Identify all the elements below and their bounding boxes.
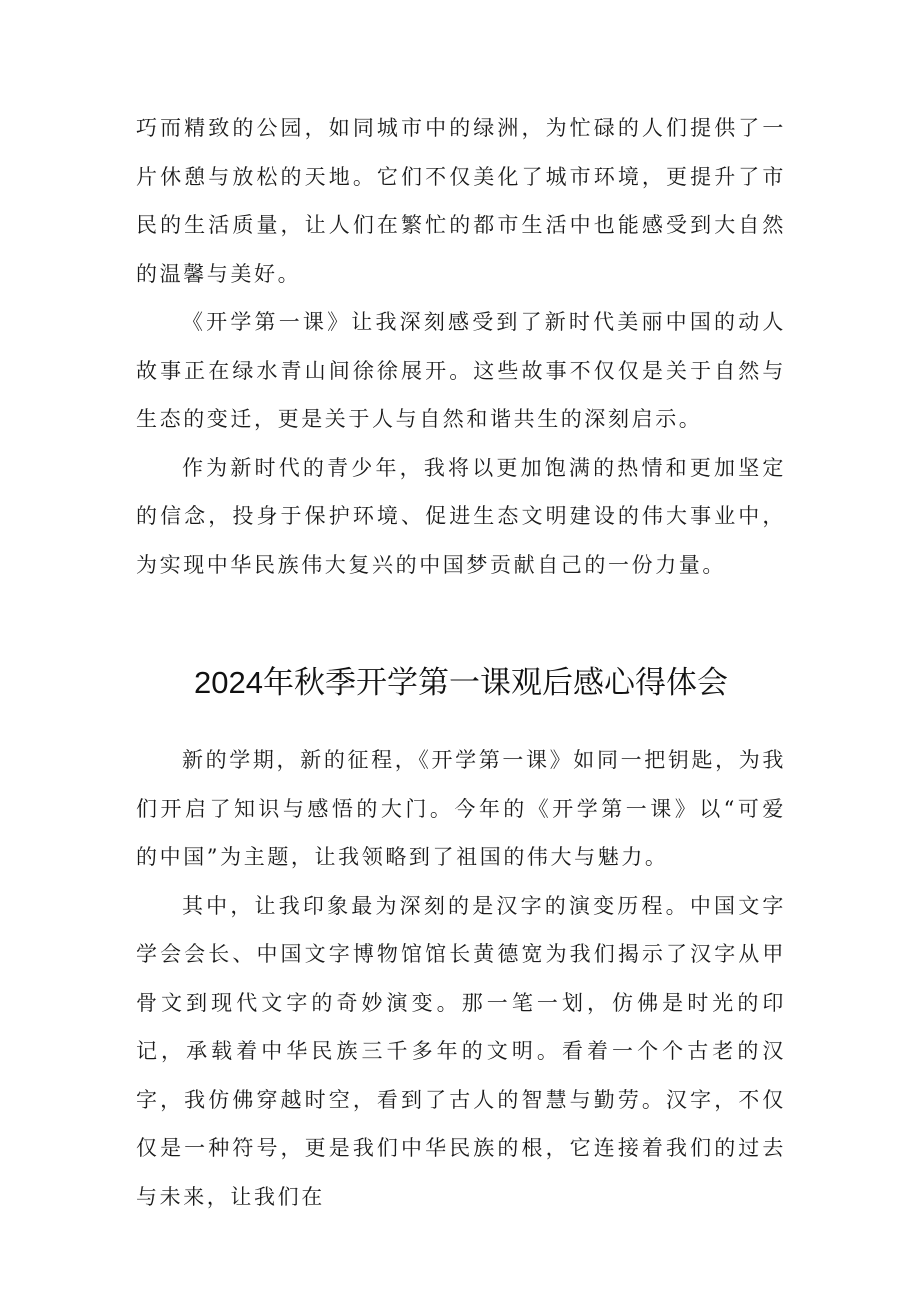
paragraph-new-semester: 新的学期，新的征程，《开学第一课》如同一把钥匙，为我们开启了知识与感悟的大门。今年的《开学第一课》以“可爱的中国”为主题，让我领略到了祖国的伟大与魅力。 [136,748,786,869]
essay-body [136,736,786,1221]
essay-continuation [136,104,786,589]
paragraph-youth-pledge: 作为新时代的青少年，我将以更加饱满的热情和更加坚定的信念，投身于保护环境、促进生态文明建设的伟大事业中，为实现中华民族伟大复兴的中国梦贡献自己的一份力量。 [136,455,786,577]
paragraph-beautiful-china: 《开学第一课》让我深刻感受到了新时代美丽中国的动人故事正在绿水青山间徐徐展开。这些故事不仅仅是关于自然与生态的变迁，更是关于人与自然和谐共生的深刻启示。 [136,310,786,431]
paragraph-parks: 巧而精致的公园，如同城市中的绿洲，为忙碌的人们提供了一片休憩与放松的天地。它们不仅美化了城市环境，更提升了市民的生活质量，让人们在繁忙的都市生活中也能感受到大自然的温馨与美好。 [136,116,786,286]
paragraph-chinese-characters: 其中，让我印象最为深刻的是汉字的演变历程。中国文字学会会长、中国文字博物馆馆长黄德宽为我们揭示了汉字从甲骨文到现代文字的奇妙演变。那一笔一划，仿佛是时光的印记，承载着中华民族三千多年的文明。看着一个个古老的汉字，我仿佛穿越时空，看到了古人的智慧与勤劳。汉字，不仅仅是一种符号，更是我们中华民族的根，它连接着我们的过去与未来，让我们在 [136,893,786,1209]
essay-title: 2024年秋季开学第一课观后感心得体会 [194,665,728,700]
